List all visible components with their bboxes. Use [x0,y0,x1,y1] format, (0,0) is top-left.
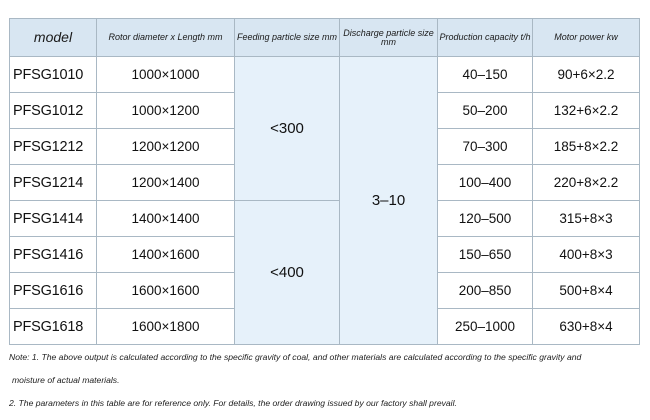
motor-cell: 400+8×3 [533,237,640,273]
spec-table [9,18,640,345]
rotor-cell: 1000×1200 [97,93,235,129]
model-cell: PFSG1012 [10,93,97,129]
feeding-size-cell: <300 [235,57,340,201]
notes [9,346,641,415]
capacity-cell: 200–850 [438,273,533,309]
note-line-3: 2. The parameters in this table are for reference only. For details, the order drawing issued by our factory shall prevail. [9,398,457,408]
motor-cell: 630+8×4 [533,309,640,345]
capacity-cell: 40–150 [438,57,533,93]
capacity-cell: 150–650 [438,237,533,273]
rotor-cell: 1200×1400 [97,165,235,201]
model-cell: PFSG1618 [10,309,97,345]
capacity-cell: 70–300 [438,129,533,165]
capacity-cell: 250–1000 [438,309,533,345]
capacity-cell: 100–400 [438,165,533,201]
motor-cell: 500+8×4 [533,273,640,309]
motor-cell: 90+6×2.2 [533,57,640,93]
rotor-cell: 1400×1600 [97,237,235,273]
motor-cell: 185+8×2.2 [533,129,640,165]
feeding-size-cell: <400 [235,201,340,345]
note-line-2: moisture of actual materials. [12,375,120,385]
header-motor: Motor power kw [533,19,640,57]
header-feeding: Feeding particle size mm [235,19,340,57]
model-cell: PFSG1010 [10,57,97,93]
motor-cell: 220+8×2.2 [533,165,640,201]
rotor-cell: 1600×1800 [97,309,235,345]
model-cell: PFSG1416 [10,237,97,273]
capacity-cell: 120–500 [438,201,533,237]
model-cell: PFSG1414 [10,201,97,237]
rotor-cell: 1000×1000 [97,57,235,93]
table-row [10,201,640,237]
rotor-cell: 1400×1400 [97,201,235,237]
model-cell: PFSG1212 [10,129,97,165]
discharge-size-cell: 3–10 [340,57,438,345]
rotor-cell: 1600×1600 [97,273,235,309]
motor-cell: 315+8×3 [533,201,640,237]
motor-cell: 132+6×2.2 [533,93,640,129]
model-cell: PFSG1214 [10,165,97,201]
capacity-cell: 50–200 [438,93,533,129]
note-line-1: Note: 1. The above output is calculated according to the specific gravity of coal, and other materials are calculated according to the specific gravity and [9,352,582,362]
model-cell: PFSG1616 [10,273,97,309]
rotor-cell: 1200×1200 [97,129,235,165]
header-row [10,19,640,57]
header-rotor: Rotor diameter x Length mm [97,19,235,57]
header-model: model [10,19,97,57]
header-discharge: Discharge particle size mm [340,19,438,57]
header-capacity: Production capacity t/h [438,19,533,57]
table-row [10,57,640,93]
